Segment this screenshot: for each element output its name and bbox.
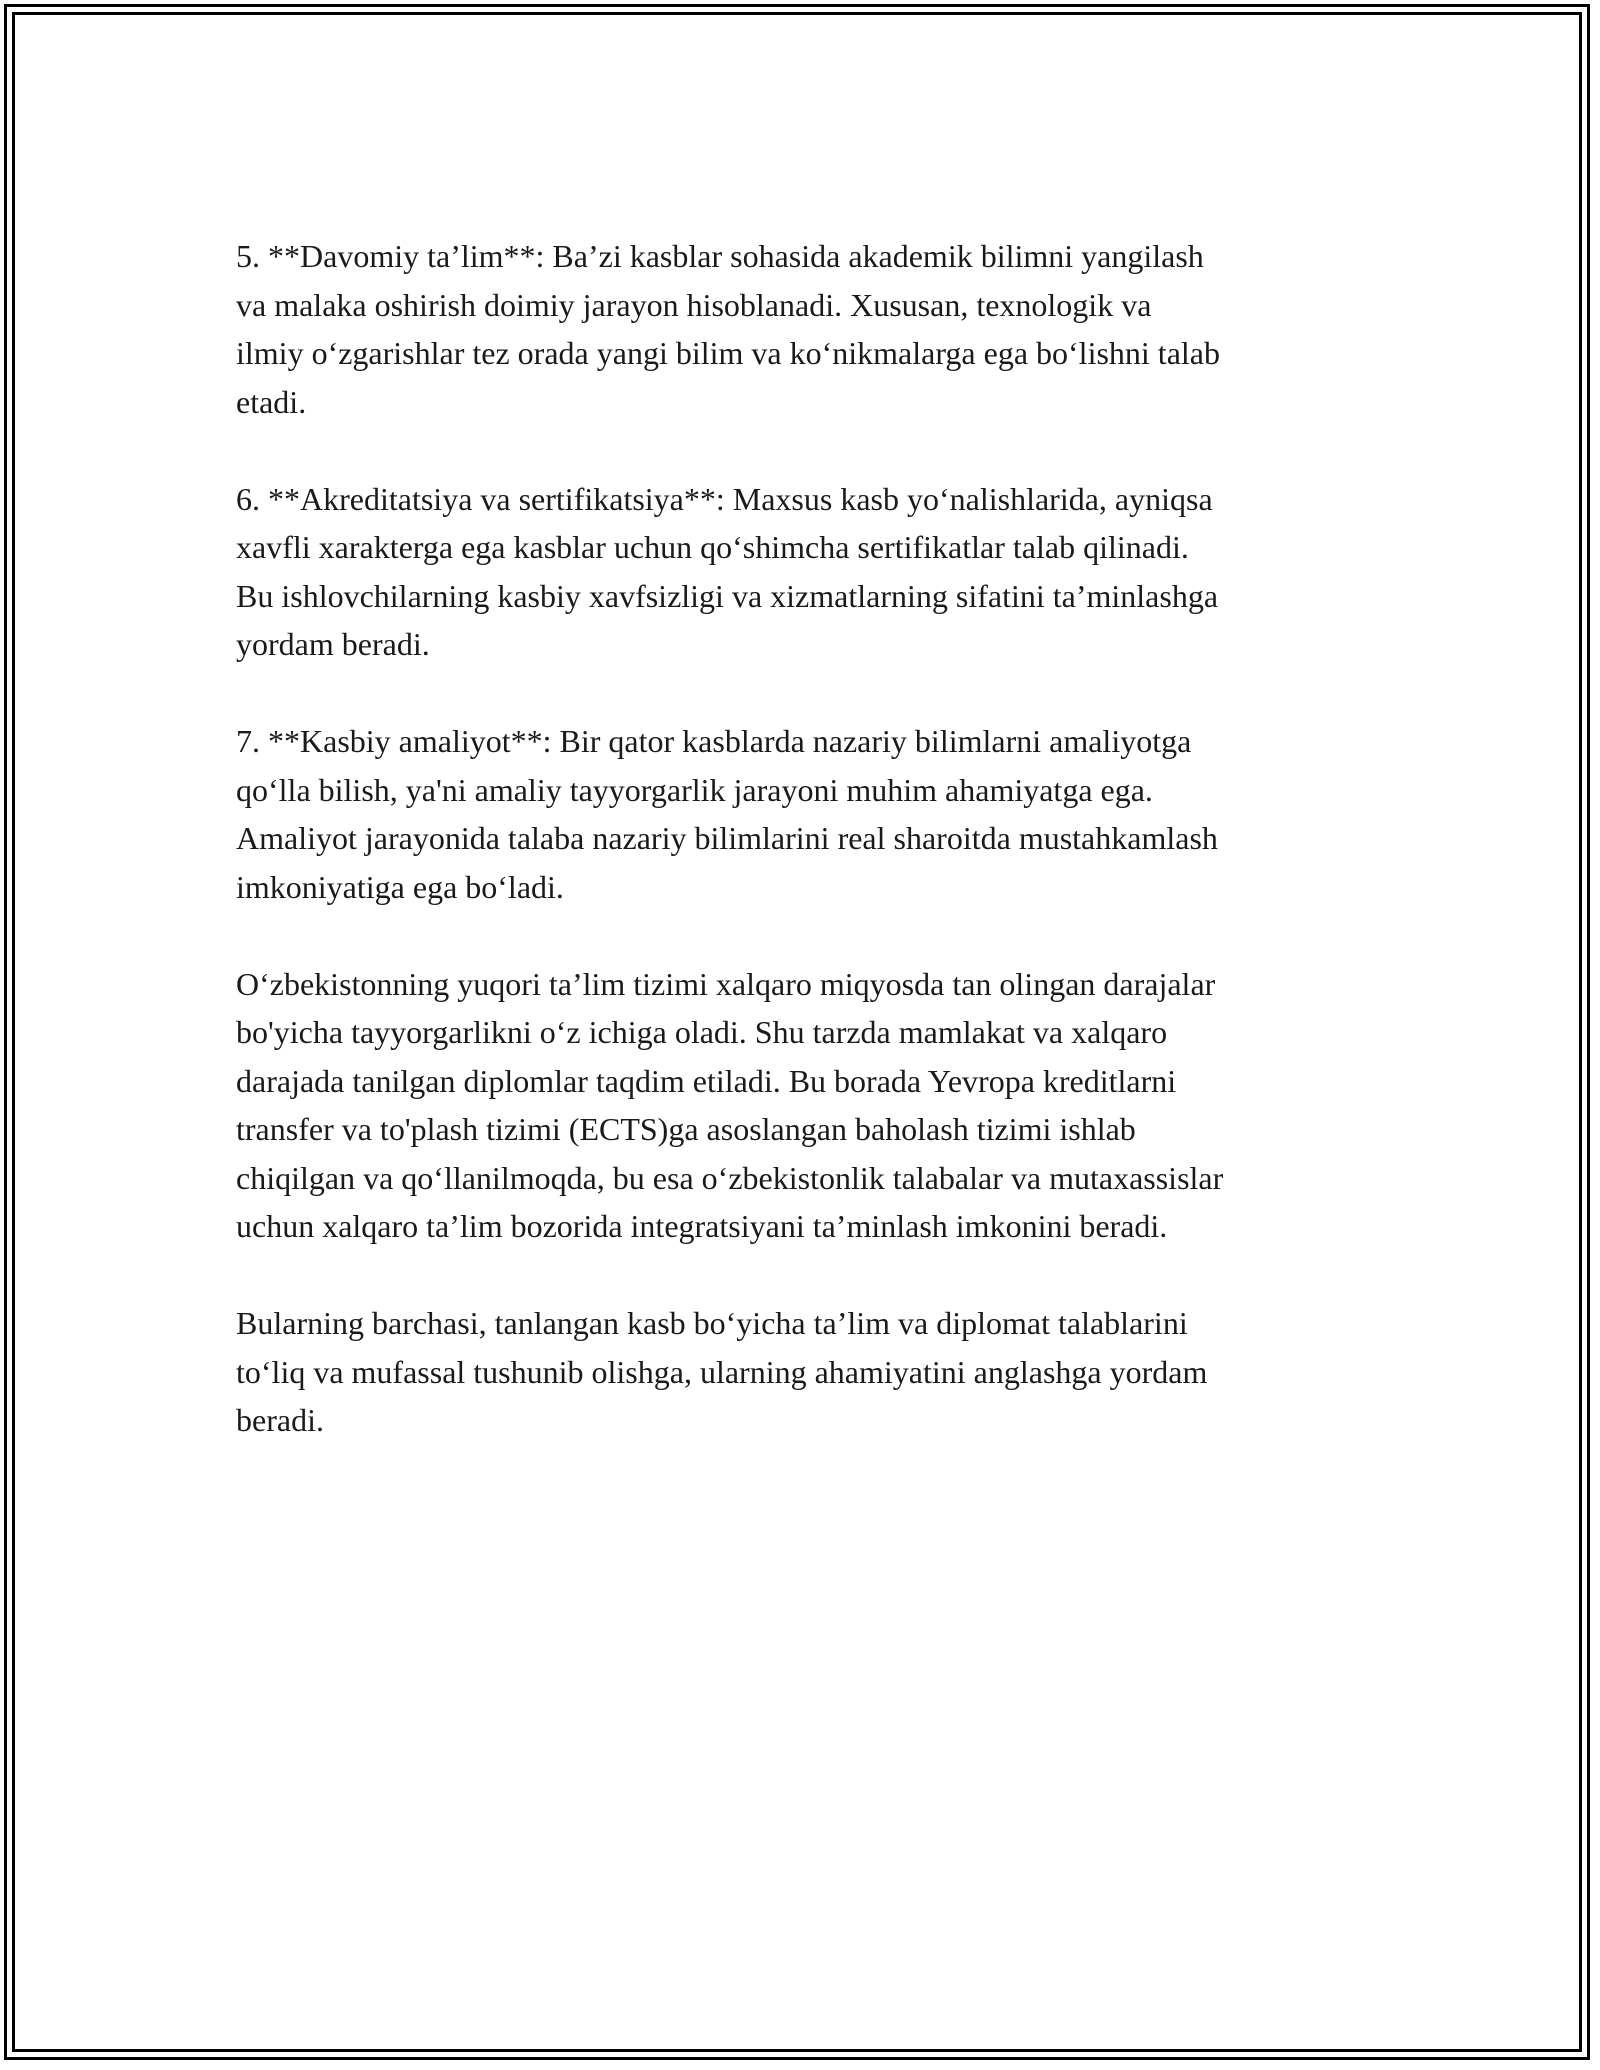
paragraph-professional-practice: 7. **Kasbiy amaliyot**: Bir qator kasblarda nazariy bilimlarni amaliyotga qo‘lla bilish, ya'ni amaliy tayyorgarlik jarayoni muhim ahamiyatga ega. Amaliyot jarayonida talaba nazariy bilimlarini real sharoitda mustahkamlash imkoniyatiga ega bo‘ladi. bbox=[236, 723, 1218, 905]
paragraph-continuing-education: 5. **Davomiy ta’lim**: Ba’zi kasblar sohasida akademik bilimni yangilash va malaka oshirish doimiy jarayon hisoblanadi. Xususan, texnologik va ilmiy o‘zgarishlar tez orada yangi bilim va ko‘nikmalarga ega bo‘lishni talab etadi. bbox=[236, 238, 1220, 420]
paragraph-accreditation: 6. **Akreditatsiya va sertifikatsiya**: Maxsus kasb yo‘nalishlarida, ayniqsa xavfli xarakterga ega kasblar uchun qo‘shimcha sertifikatlar talab qilinadi. Bu ishlovchilarning kasbiy xavfsizligi va xizmatlarning sifatini ta’minlashga yordam beradi. bbox=[236, 480, 1219, 662]
paragraph-conclusion: Bularning barchasi, tanlangan kasb bo‘yicha ta’lim va diplomat talablarini to‘liq va mufassal tushunib olishga, ularning ahamiyatini anglashga yordam beradi. bbox=[236, 1305, 1208, 1438]
document-body bbox=[236, 232, 1376, 1493]
paragraph-higher-education-system: O‘zbekistonning yuqori ta’lim tizimi xalqaro miqyosda tan olingan darajalar bo'yicha tayyorgarlikni o‘z ichiga oladi. Shu tarzda mamlakat va xalqaro darajada tanilgan diplomlar taqdim etiladi. Bu borada Yevropa kreditlarni transfer va to'plash tizimi (ECTS)ga asoslangan baholash tizimi ishlab chiqilgan va qo‘llanilmoqda, bu esa o‘zbekistonlik talabalar va mutaxassislar uchun xalqaro ta’lim bozorida integratsiyani ta’minlash imkonini beradi. bbox=[236, 965, 1224, 1244]
